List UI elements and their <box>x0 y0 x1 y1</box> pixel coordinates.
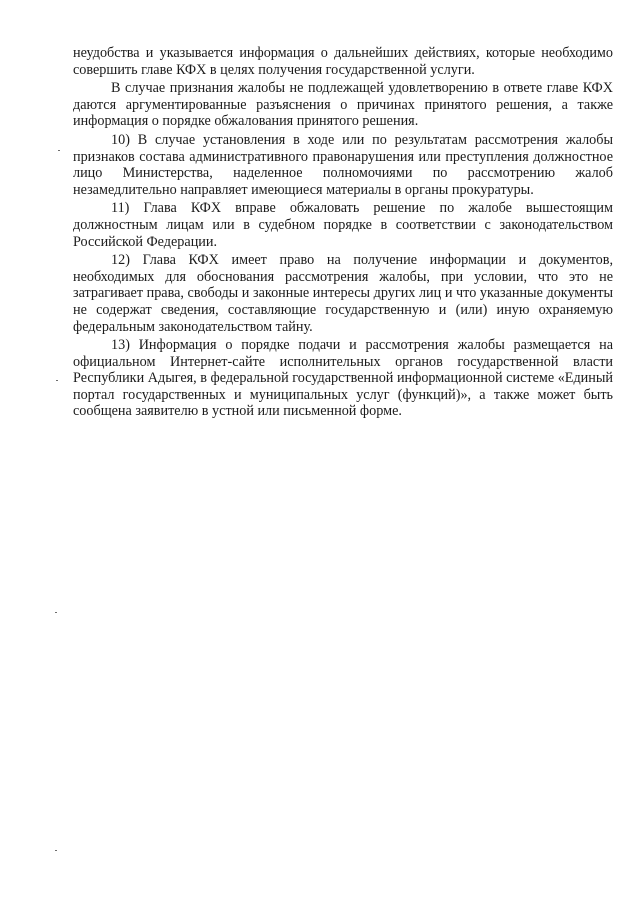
scan-speck <box>55 612 57 613</box>
scan-speck <box>58 150 60 151</box>
paragraph-item-11: 11) Глава КФХ вправе обжаловать решение по жалобе вышестоящим должностным лицам или в судебном порядке в соответствии с законодательством Российской Федерации. <box>73 200 613 250</box>
scan-speck <box>56 380 58 381</box>
paragraph-complaint-rejection: В случае признания жалобы не подлежащей удовлетворению в ответе главе КФХ даются аргументированные разъяснения о причинах принятого решения, а также информация о порядке обжалования принятого решения. <box>73 80 613 130</box>
paragraph-continuation: неудобства и указывается информация о дальнейших действиях, которые необходимо совершить главе КФХ в целях получения государственной услуги. <box>73 45 613 78</box>
scan-speck <box>55 850 57 851</box>
paragraph-item-12: 12) Глава КФХ имеет право на получение информации и документов, необходимых для обоснования рассмотрения жалобы, при условии, что это не затрагивает права, свободы и законные интересы других лиц и что указанные документы не содержат сведения, составляющие государственную и (или) иную охраняемую федеральным законодательством тайну. <box>73 252 613 335</box>
document-body <box>73 45 613 420</box>
paragraph-item-13: 13) Информация о порядке подачи и рассмотрения жалобы размещается на официальном Интернет-сайте исполнительных органов государственной власти Республики Адыгея, в федеральной государственной информационной системе «Единый портал государственных и муниципальных услуг (функций)», а также может быть сообщена заявителю в устной или письменной форме. <box>73 337 613 420</box>
paragraph-item-10: 10) В случае установления в ходе или по результатам рассмотрения жалобы признаков состава административного правонарушения или преступления должностное лицо Министерства, наделенное полномочиями по рассмотрению жалоб незамедлительно направляет имеющиеся материалы в органы прокуратуры. <box>73 131 613 198</box>
